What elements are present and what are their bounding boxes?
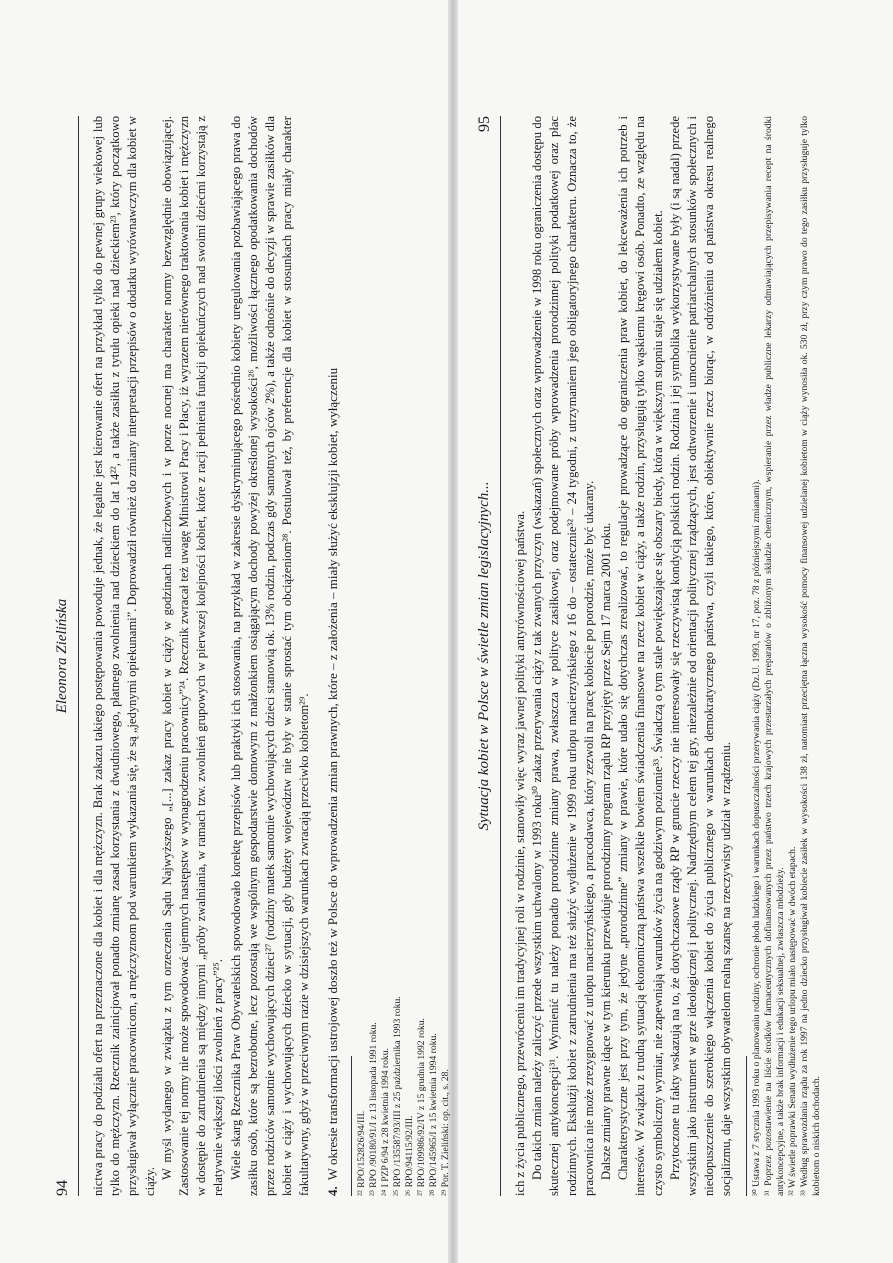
left-page: [52, 116, 472, 1196]
paragraph: Przytoczone tu fakty wskazują na to, że dotychczasowe rządy RP w gruncie rzeczy nie interesowały się rzeczywistą kondycją polskich rodzin. Rodzina i jej symbolika wykorzystywane były (i są nadal) przede wszystkim jako instrument w grze ideologicznej i politycznej. Nadrzędnym celem tej gry, niezależnie od orientacji politycznej rządzących, jest odtworzenie i umocnienie patriarchalnych stosunków społecznych i niedopuszczenie do szerokiego włączenia kobiet do życia publicznego w warunkach demokratycznego państwa, czyli takiego, które, obiektywnie rzecz biorąc, w odróżnieniu od państwa okresu realnego socjalizmu, daje wszystkim obywatelom realną szansę na rzeczywisty udział w rządzeniu.: [667, 116, 734, 1196]
footnote: ²⁷ RPO/109986/92/IV z 15 grudnia 1992 roku.: [415, 1018, 427, 1196]
footnote: ³³ Według sprawozdania rządu za rok 1997 na jedno dziecko przysługiwał kobiecie zasiłek w wysokości 138 zł, natomiast przeciętna łączna wysokość pomocy finansowej udzielanej kobietom w ciąży wynosiła ok. 530 zł, przy czym prawo do tego zasiłku przysługuje tylko kobietom o niskich dochodach.: [798, 116, 822, 1196]
left-page-number: 94: [54, 1180, 71, 1196]
left-running-head: [52, 116, 76, 1196]
section-heading: [324, 116, 341, 1196]
right-page-number: 95: [476, 116, 493, 132]
right-running-title: Sytuacja kobiet w Polsce w świetle zmian legislacyjnych...: [476, 481, 492, 831]
paragraph: nictwa pracy do podziału ofert na przeznaczone dla kobiet i dla mężczyzn. Brak zakazu takiego postępowania powoduje jednak, że legalne jest kierowanie ofert na przykład tylko do pewnej grupy wiekowej lub tylko do mężczyzn. Rzecznik zainicjował ponadto zmianę zasad korzystania z dwudniowego, płatnego zwolnienia nad dzieckiem do lat 14²², a także zasiłku z tytułu opieki nad dzieckiem²³, który początkowo przysługiwał wyłącznie pracownicom, a mężczyznom pod warunkiem wykazania się, że są „jedynymi opiekunami”. Doprowadził również do zmiany interpretacji przepisów o dodatku wyrównawczym dla kobiet w ciąży.: [91, 116, 157, 1196]
footnote: ²⁸ RPO/145965/I z 15 kwietnia 1994 roku.: [427, 1033, 439, 1196]
paragraph: W myśl wydanego w związku z tym orzeczenia Sądu Najwyższego „[...] zakaz pracy kobiet w ciąży w godzinach nadliczbowych i w porze nocnej ma charakter normy bezwzględnie obowiązującej. Zastosowanie tej normy nie może spowodować ujemnych następstw w wynagrodzeniu pracownicy”²⁴. Rzecznik zwracał też uwagę Ministrowi Pracy i Płacy, iż wyrazem nierównego traktowania kobiet i mężczyzn w dostępie do zatrudnienia są między innymi „próby zwalniania, w ramach tzw. zwolnień grupowych w pierwszej kolejności kobiet, które z racji pełnienia funkcji opiekuńczych nad swoimi dziećmi korzystają z relatywnie większej ilości zwolnień z pracy”²⁵.: [159, 116, 226, 1196]
paragraph: Dalsze zmiany prawne idące w tym kierunku przewiduje prorodzinny program rządu RP przyjęty przez Sejm 17 marca 2001 roku.: [599, 522, 614, 1180]
footnote: ²³ RPO /90180/91/I z 13 listopada 1991 roku.: [367, 1022, 379, 1196]
paragraph: Charakterystyczne jest przy tym, że jedyne „prorodzinne” zmiany w prawie, które udało się dotychczas zrealizować, to regulacje prowadzące do ograniczenia praw kobiet, do lekceważenia ich potrzeb i interesów. W związku z trudną sytuacją ekonomiczną państwa wszelkie bowiem świadczenia finansowe na rzecz kobiet w ciąży, a także rodzin, przysługują tylko wąskiemu kręgowi osób. Ponadto, ze względu na czysto symboliczny wymiar, nie zapewniają warunków życia na godziwym poziomie³³. Świadczą o tym stale powiększające się obszary biedy, która w większym stopniu staje się udziałem kobiet.: [616, 116, 665, 1196]
footnote: ²⁴ I PZP 6/94 z 28 kwietnia 1994 roku.: [379, 1048, 391, 1196]
footnote: ³² W świetle poprawki Senatu wydłużenie tego urlopu miało następować w dwóch etapach.: [786, 846, 798, 1196]
footnote: ²⁵ RPO /135587/93/III z 25 października 1993 roku.: [391, 996, 403, 1196]
left-header-rule: [78, 116, 79, 1196]
footnote: ²² RPO/152826/94/III.: [355, 1110, 367, 1196]
footnote-rule: [746, 1056, 747, 1196]
right-running-head: [474, 116, 498, 1196]
left-running-title: Eleonora Zielińska: [54, 598, 70, 714]
left-body-text: [90, 116, 452, 1196]
section-text: W okresie transformacji ustrojowej doszło też w Polsce do wprowadzenia zmian prawnych, które – z założenia – miały służyć eksklujzji kobiet, wyłączeniu: [324, 367, 340, 1181]
paragraph: ich z życia publicznego, przewróceniu im tradycyjnej roli w rodzinie, stanowiły więc wyraz jawnej polityki antyrównościowej państwa.: [513, 510, 527, 1196]
footnote: ³⁰ Ustawa z 7 stycznia 1993 roku o planowaniu rodziny, ochronie płodu ludzkiego i warunkach dopuszczalności przerywania ciąży (Dz.U. 1993, nr 17, poz. 78 z późniejszymi zmianami).: [750, 479, 762, 1196]
left-footnotes: [356, 116, 452, 1196]
section-number: 4.: [324, 1186, 340, 1196]
right-body-text: [512, 116, 823, 1196]
right-footnotes: [751, 116, 823, 1196]
footnote: ³¹ Poprzez pozostawienie na liście środków farmaceutycznych dofinansowanych przez państwo trzech krajowych przestarzałych preparatów o zbliżonym składzie chemicznym, wspieranie przez władze publiczne lekarzy odmawiających przepisywania recept na środki antykoncepcyjne, a także brak informacji i edukacji seksualnej, zwłaszcza młodzieży.: [762, 116, 786, 1196]
right-header-rule: [500, 116, 501, 1196]
right-page: [474, 116, 893, 1196]
footnote: ²⁶ RPO/94115/92/III.: [403, 1115, 415, 1196]
footnote: ²⁹ Por. T. Zieliński: op. cit., s. 28.: [439, 1069, 451, 1196]
footnote-rule: [351, 1056, 352, 1196]
paragraph: Do takich zmian należy zaliczyć przede wszystkim uchwalony w 1993 roku³⁰ zakaz przerywania ciąży z tak zwanych przyczyn (wskazań) społecznych oraz wprowadzenie w 1998 roku ograniczenia dostępu do skutecznej antykoncepcji³¹. Wymienić tu należy ponadto prorodzinne zmiany prawa, zwłaszcza w polityce zasiłkowej, oraz podejmowane próby wprowadzenia prorodzinnej polityki podatkowej oraz płac rodzinnych. Eksklużji kobiet z zatrudnienia ma też służyć wydłużenie w 1999 roku urlopu macierzyńskiego z 16 do – ostatecznie³² – 24 tygodni, z utrzymaniem jego obligatoryjnego charakteru. Oznacza to, że pracownica nie może zrezygnować z urlopu macierzyńskiego, a pracodawca, który zezwoli na pracę kobiecie po porodzie, może być ukarany.: [530, 116, 596, 1196]
paragraph: Wiele skarg Rzecznika Praw Obywatelskich spowodowało korektę przepisów lub praktyki ich stosowania, na przykład w zakresie dyskryminującego pośrednio kobiety uregulowania pozbawiającego prawa do zasiłku osób, które są bezrobotne, lecz pozostają we wspólnym gospodarstwie domowym z małżonkiem osiągającym dochody powyżej określonej wysokości²⁶, możliwości łącznego opodatkowania dochodów przez rodziców samotnie wychowujących dzieci²⁷ (rodziny matek samotnie wychowujących dzieci stanowią ok. 13% rodzin, podczas gdy samotnych ojców 2%), a także odnośnie do decyzji w sprawie zasiłków dla kobiet w ciąży i wychowujących dziecko w sytuacji, gdy budżety województw nie były w stanie sprostać tym obciążeniom²⁸. Postulował też, by preferencje dla kobiet w stosunkach pracy miały charakter fakultatywny, gdyż w przeciwnym razie w dzisiejszych warunkach zwracają przeciwko kobietom²⁹.: [228, 116, 312, 1196]
